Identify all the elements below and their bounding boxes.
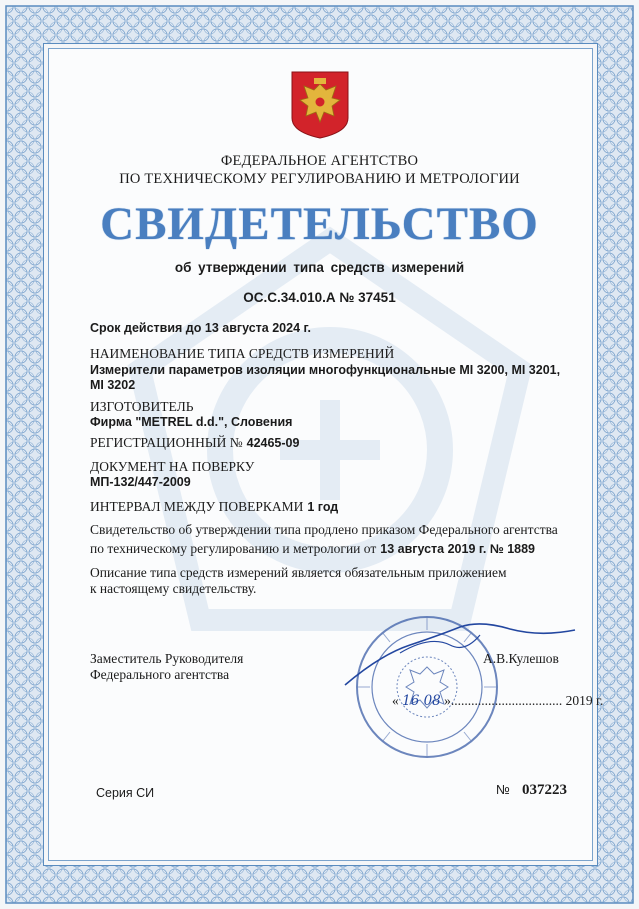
registration [90,434,299,452]
validity-date: 13 августа 2024 г. [204,321,311,335]
signer-name: А.В.Кулешов [483,651,559,666]
form-number-value: 037223 [521,782,567,798]
description-line2: к настоящему свидетельству. [90,581,257,596]
series-label: Серия СИ [96,786,155,800]
description-line1: Описание типа средств измерений является обязательным приложением [90,565,507,580]
type-label: НАИМЕНОВАНИЕ ТИПА СРЕДСТВ ИЗМЕРЕНИЙ [90,346,395,361]
manufacturer-value: Фирма "METREL d.d.", Словения [90,415,293,429]
verification-doc-label: ДОКУМЕНТ НА ПОВЕРКУ [90,459,255,474]
signing-date-rest: »................................. 2019 г. [444,693,604,708]
signer-title-line2: Федерального агентства [90,667,230,682]
validity [90,321,311,335]
signer-title-line1: Заместитель Руководителя [90,651,244,666]
signing-date-open: « [392,693,399,708]
russian-coat-of-arms-icon [290,70,350,140]
validity-label: Срок действия до [90,321,202,335]
form-number-label: № [496,782,510,797]
agency-name-line1: ФЕДЕРАЛЬНОЕ АГЕНТСТВО [220,153,419,169]
certificate-number [0,290,639,305]
extension-line2 [90,540,535,558]
verification-doc-value: МП-132/447-2009 [90,475,191,489]
certificate-number-value: 37451 [358,290,396,305]
extension-date: 13 августа 2019 г. № 1889 [380,542,536,556]
signing-date [392,693,603,709]
document-title: СВИДЕТЕЛЬСТВО [100,198,539,250]
registration-value: 42465-09 [246,436,300,450]
registration-label: РЕГИСТРАЦИОННЫЙ № [90,435,243,450]
extension-line1: Свидетельство об утверждении типа продлено приказом Федерального агентства [90,522,558,537]
interval [90,498,338,516]
form-number [496,781,567,799]
certificate-number-prefix: ОС.С.34.010.А № [243,290,355,305]
manufacturer-label: ИЗГОТОВИТЕЛЬ [90,399,194,414]
extension-line2-start: по техническому регулированию и метрологии от [90,541,377,556]
interval-label: ИНТЕРВАЛ МЕЖДУ ПОВЕРКАМИ [90,499,304,514]
interval-value: 1 год [307,500,339,514]
agency-name-line2: ПО ТЕХНИЧЕСКОМУ РЕГУЛИРОВАНИЮ И МЕТРОЛОГИИ [119,171,520,187]
type-value-line2: MI 3202 [90,378,136,392]
type-value-line1: Измерители параметров изоляции многофункциональные MI 3200, MI 3201, [90,363,561,377]
signing-date-daymonth: 16 08 [402,693,441,709]
document-subtitle: об утверждении типа средств измерений [174,260,465,275]
